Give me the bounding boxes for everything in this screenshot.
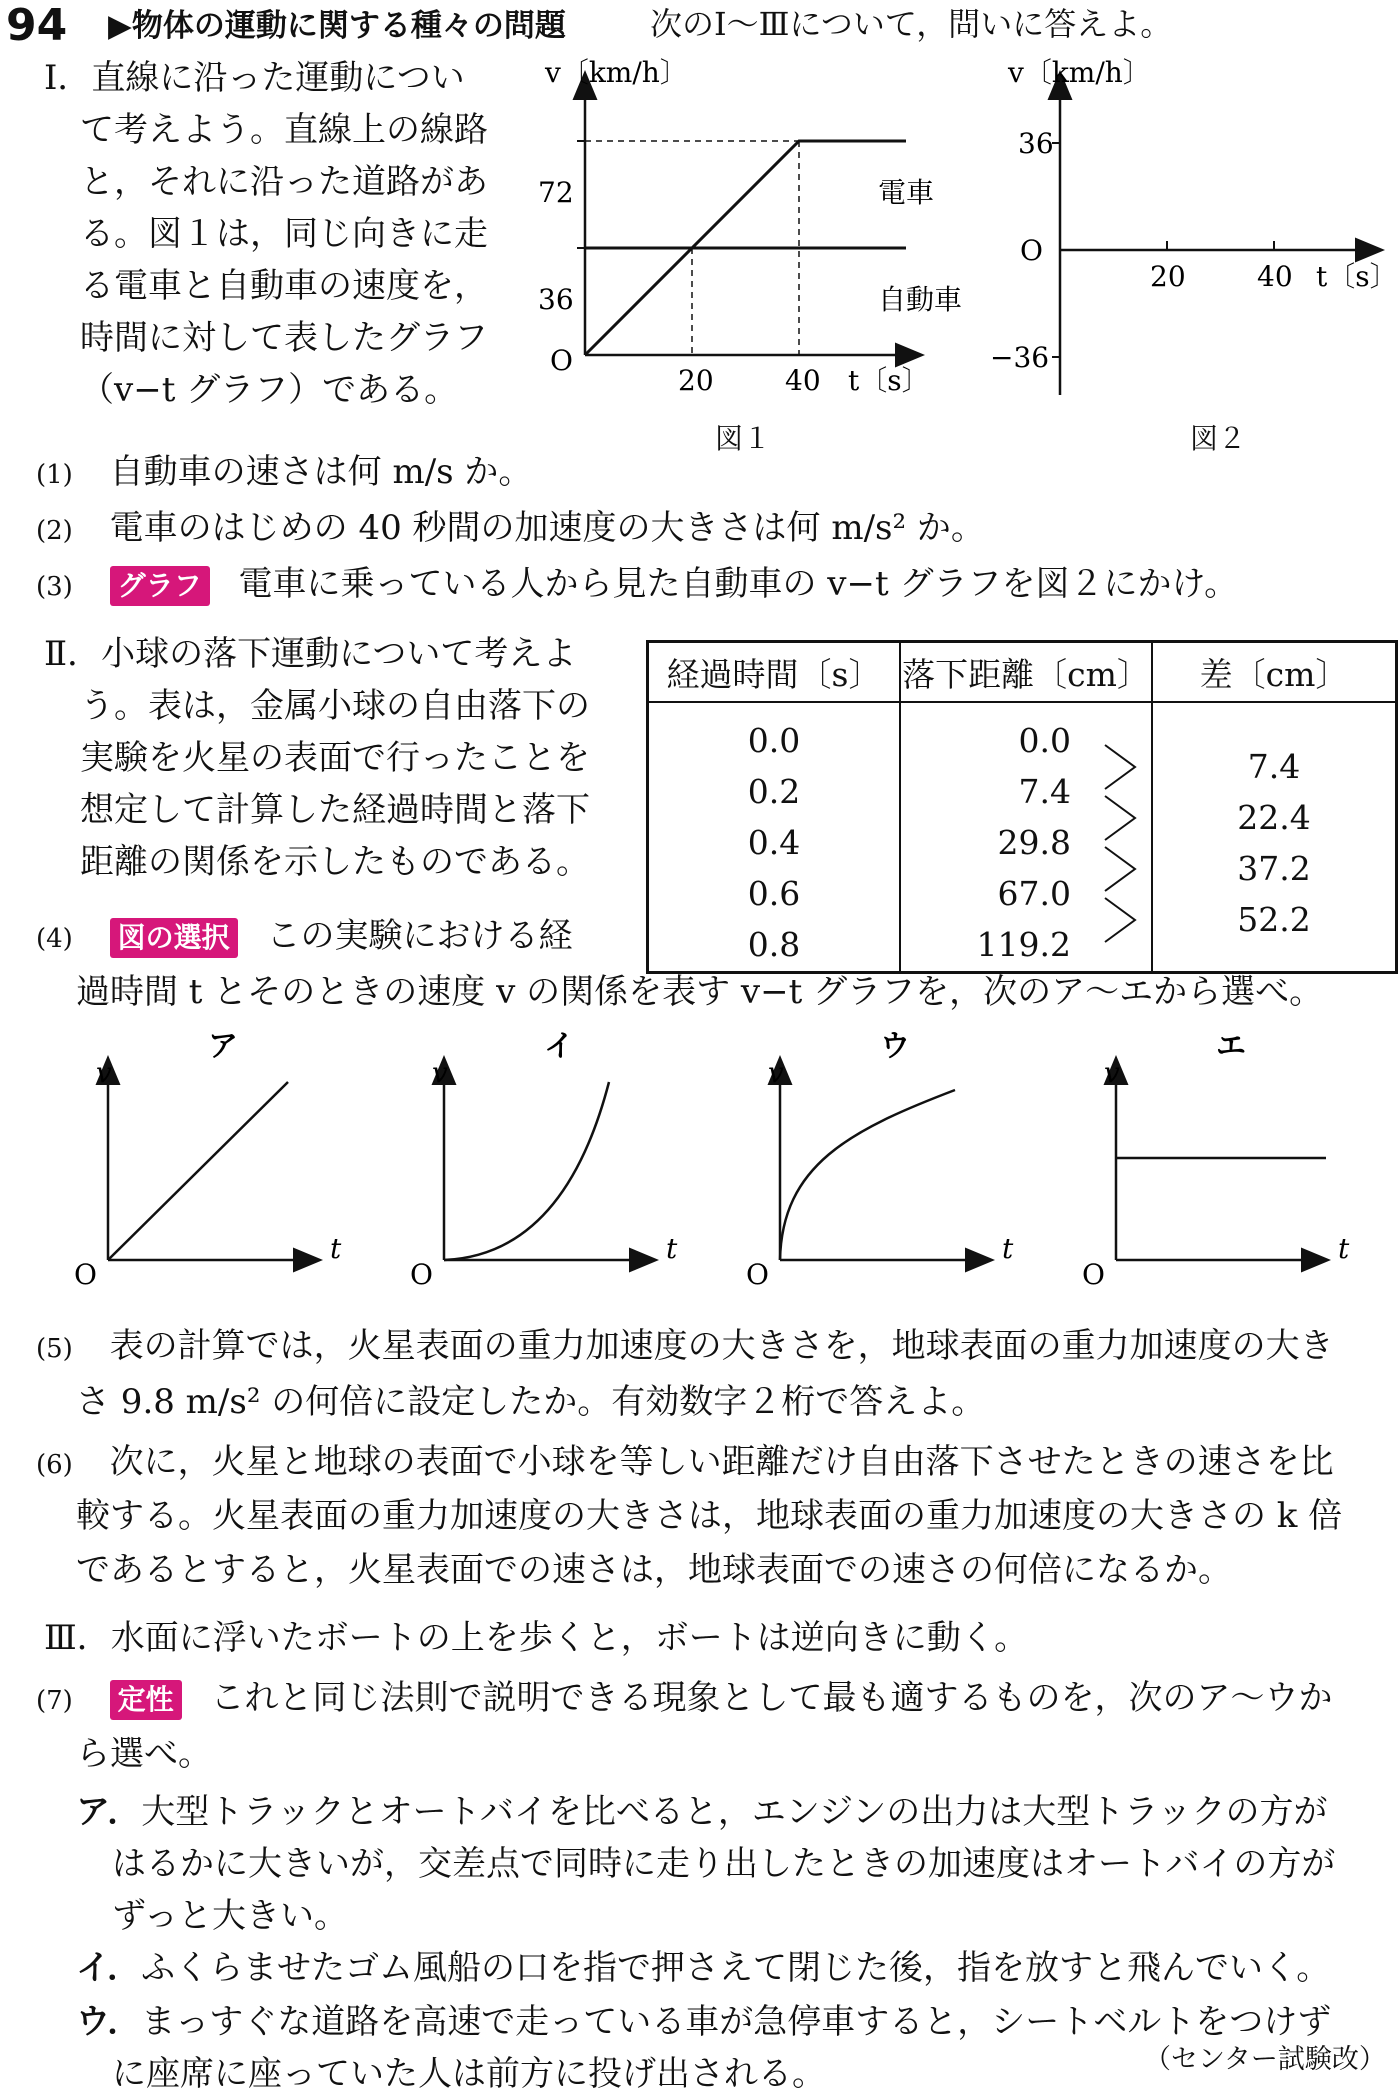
diff-cell: 7.4 <box>1247 747 1301 786</box>
choice-label: ア <box>208 1030 238 1064</box>
data-table <box>646 640 1398 974</box>
q6-line-1: 次に，火星と地球の表面で小球を等しい距離だけ自由落下させたときの速さを比 <box>109 1442 1334 1482</box>
fig1-ylabel: v〔km/h〕 <box>545 56 688 89</box>
choice-t-label: t <box>330 1232 342 1265</box>
fig1-xtick-20: 20 <box>678 364 714 397</box>
choice-origin: O <box>410 1258 433 1291</box>
fig1-ytick-72: 72 <box>538 176 574 209</box>
table-header: 経過時間〔s〕 <box>648 642 901 703</box>
q7-option-a <box>76 1786 1335 1942</box>
fig1-series-label-train: 電車 <box>878 176 935 209</box>
table-header-row <box>648 642 1397 703</box>
part1-line: る電車と自動車の速度を， <box>80 266 488 306</box>
q3-number: (3) <box>36 572 73 602</box>
part2-line: 実験を火星の表面で行ったことを <box>80 738 590 778</box>
problem-title: ▶物体の運動に関する種々の問題 <box>108 8 566 44</box>
distance-column <box>900 702 1152 973</box>
fig2-caption: 図２ <box>1190 422 1247 455</box>
q4-text-2: 過時間 t とそのときの速度 v の関係を表す v−t グラフを，次のア～エから選べ。 <box>76 972 1324 1012</box>
part2-line: 想定して計算した経過時間と落下 <box>80 790 590 830</box>
q7-number: (7) <box>36 1686 73 1716</box>
part1-line: と，それに沿った道路があ <box>80 162 488 202</box>
choice-v-label: v <box>432 1056 448 1089</box>
choice-origin: O <box>746 1258 769 1291</box>
fig1-xtick-40: 40 <box>785 364 821 397</box>
fig2-xtick-40: 40 <box>1257 260 1293 293</box>
distance-cell: 0.0 <box>1018 721 1071 760</box>
option-label: ウ． <box>76 2002 142 2042</box>
option-label: ア． <box>76 1792 142 1832</box>
table-header: 落下距離〔cm〕 <box>900 642 1152 703</box>
question-2 <box>36 502 985 557</box>
choice-curve <box>108 1082 288 1260</box>
choice-t-label: t <box>1338 1232 1350 1265</box>
choice-label: ウ <box>880 1030 910 1064</box>
choice-graph-4 <box>1082 1030 1350 1291</box>
q5-line-1: 表の計算では，火星表面の重力加速度の大きさを，地球表面の重力加速度の大き <box>109 1326 1334 1366</box>
problem-header <box>6 0 67 51</box>
question-3 <box>36 558 1238 613</box>
q7-line-2: ら選べ。 <box>76 1734 212 1774</box>
time-cell: 0.8 <box>747 925 801 964</box>
q6-number: (6) <box>36 1450 73 1480</box>
question-1 <box>36 446 532 501</box>
time-cell: 0.0 <box>747 721 801 760</box>
fig1-ytick-36: 36 <box>538 283 574 316</box>
time-cell: 0.6 <box>747 874 801 913</box>
part1-line: る。図１は，同じ向きに走 <box>80 214 488 254</box>
q1-number: (1) <box>36 460 73 490</box>
choice-label: イ <box>544 1030 574 1064</box>
part2-line: 距離の関係を示したものである。 <box>80 842 590 882</box>
choice-graph-2 <box>410 1030 678 1291</box>
choice-curve <box>780 1090 955 1260</box>
q1-text: 自動車の速さは何 m/s か。 <box>109 452 533 492</box>
q2-text: 電車のはじめの 40 秒間の加速度の大きさは何 m/s² か。 <box>109 508 985 548</box>
diff-cell: 37.2 <box>1237 849 1311 888</box>
question-6 <box>36 1436 1334 1491</box>
fig1-series <box>585 141 906 355</box>
time-cell: 0.2 <box>747 772 801 811</box>
choice-v-label: v <box>96 1056 112 1089</box>
time-cell: 0.4 <box>747 823 801 862</box>
diff-cell: 52.2 <box>1237 900 1311 939</box>
part2-line: う。表は，金属小球の自由落下の <box>80 686 590 726</box>
question-5 <box>36 1320 1334 1375</box>
part1-line: て考えよう。直線上の線路 <box>80 110 488 150</box>
option-line: はるかに大きいが，交差点で同時に走り出したときの加速度はオートバイの方が <box>112 1844 1336 1884</box>
fig1-caption: 図１ <box>715 422 772 455</box>
fig2-xtick-20: 20 <box>1150 260 1186 293</box>
choices-group <box>74 1030 1350 1291</box>
part1-line: 時間に対して表したグラフ <box>80 318 488 358</box>
choice-label: エ <box>1216 1030 1246 1064</box>
problem-number: 94 <box>6 0 68 51</box>
q4-text-1: この実験における経 <box>266 916 573 956</box>
part1-line: Ⅰ．直線に沿った運動につい <box>44 58 465 98</box>
option-line: ずっと大きい。 <box>112 1896 348 1936</box>
choice-graph-3 <box>746 1030 1014 1291</box>
q7-tag: 定性 <box>110 1680 182 1720</box>
difference-brackets <box>1101 737 1141 951</box>
part1-text <box>44 52 488 416</box>
choice-t-label: t <box>1002 1232 1014 1265</box>
figure-1 <box>530 50 970 410</box>
choice-graph-1 <box>74 1030 342 1291</box>
q4-tag: 図の選択 <box>110 918 238 958</box>
fig1-series-label-car: 自動車 <box>878 283 963 316</box>
q6-line-3: であるとすると，火星表面での速さは，地球表面での速さの何倍になるか。 <box>76 1550 1232 1590</box>
choice-graphs <box>60 1030 1400 1310</box>
choice-v-label: v <box>768 1056 784 1089</box>
q5-line-2: さ 9.8 m/s² の何倍に設定したか。有効数字２桁で答えよ。 <box>76 1382 986 1422</box>
fig2-ytick-minus36: −36 <box>990 341 1050 374</box>
q7-line-1: これと同じ法則で説明できる現象として最も適するものを，次のア～ウか <box>210 1678 1333 1718</box>
choice-origin: O <box>1082 1258 1105 1291</box>
fig1-xlabel: t〔s〕 <box>848 364 930 397</box>
question-4 <box>36 910 572 965</box>
fig2-xlabel: t〔s〕 <box>1316 260 1398 293</box>
question-7 <box>36 1672 1332 1727</box>
source-note: （センター試験改） <box>1144 2044 1386 2075</box>
option-line: 大型トラックとオートバイを比べると，エンジンの出力は大型トラックの方が <box>141 1792 1328 1832</box>
time-column <box>648 702 901 973</box>
fig2-ylabel: v〔km/h〕 <box>1008 56 1151 89</box>
q4-number: (4) <box>36 924 73 954</box>
diff-column <box>1152 702 1397 973</box>
problem-instruction: 次のⅠ～Ⅲについて，問いに答えよ。 <box>650 5 1173 43</box>
choice-t-label: t <box>666 1232 678 1265</box>
q7-option-i <box>76 1942 1330 1994</box>
q5-number: (5) <box>36 1334 73 1364</box>
q3-tag: グラフ <box>110 566 210 606</box>
q2-number: (2) <box>36 516 73 546</box>
option-line: に座席に座っていた人は前方に投げ出される。 <box>112 2054 826 2094</box>
distance-cell: 29.8 <box>997 823 1071 862</box>
option-line: ふくらませたゴム風船の口を指で押さえて閉じた後，指を放すと飛んでいく。 <box>140 1948 1331 1988</box>
fig2-origin: O <box>1020 234 1043 267</box>
fig2-ytick-36: 36 <box>1018 127 1054 160</box>
option-line: まっすぐな道路を高速で走っている車が急停車すると，シートベルトをつけず <box>141 2002 1332 2042</box>
table-header: 差〔cm〕 <box>1152 642 1397 703</box>
table-body-row <box>648 702 1397 973</box>
choice-origin: O <box>74 1258 97 1291</box>
part2-line: Ⅱ．小球の落下運動について考えよ <box>44 634 577 674</box>
distance-cell: 67.0 <box>997 874 1071 913</box>
figure-2 <box>980 50 1400 410</box>
distance-cell: 119.2 <box>976 925 1071 964</box>
part3-text: Ⅲ．水面に浮いたボートの上を歩くと，ボートは逆向きに動く。 <box>44 1618 1029 1658</box>
q3-text: 電車に乗っている人から見た自動車の v−t グラフを図２にかけ。 <box>238 564 1239 604</box>
q7-option-u <box>76 1996 1331 2100</box>
choice-v-label: v <box>1104 1056 1120 1089</box>
diff-cell: 22.4 <box>1237 798 1311 837</box>
choice-curve <box>444 1082 609 1260</box>
part1-line: （v−t グラフ）である。 <box>80 370 459 410</box>
q6-line-2: 較する。火星表面の重力加速度の大きさは，地球表面の重力加速度の大きさの k 倍 <box>76 1496 1343 1536</box>
fig1-origin: O <box>550 344 573 377</box>
part2-text <box>44 628 590 888</box>
option-label: イ． <box>76 1948 141 1988</box>
distance-cell: 7.4 <box>1018 772 1071 811</box>
